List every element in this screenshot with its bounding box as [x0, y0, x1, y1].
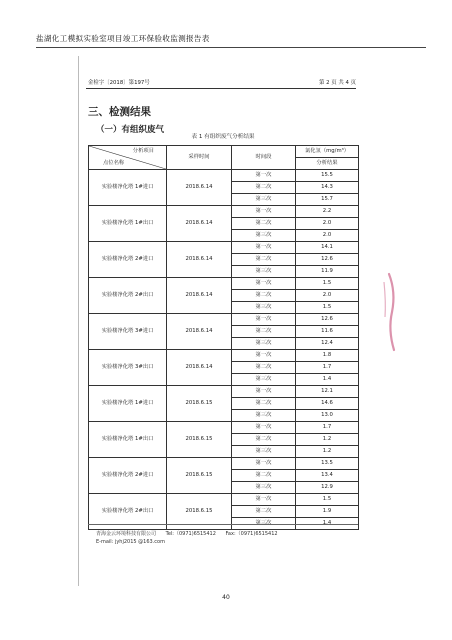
result-value-cell: 14.3	[296, 182, 359, 194]
period-header: 时间段	[232, 146, 296, 170]
period-cell: 第二次	[232, 326, 296, 338]
result-value-cell: 12.4	[296, 338, 359, 350]
result-value-cell: 1.7	[296, 362, 359, 374]
table-row	[89, 494, 359, 506]
table-row	[89, 422, 359, 434]
result-value-cell: 13.0	[296, 410, 359, 422]
parameter-header: 氯化氢（mg/m³）	[296, 146, 359, 158]
result-value-cell: 2.2	[296, 206, 359, 218]
period-cell: 第二次	[232, 506, 296, 518]
analysis-item-label: 分析项目	[132, 148, 154, 154]
sample-date-cell: 2018.6.14	[167, 206, 232, 242]
table-caption: 表 1 有组织废气分析结果	[191, 134, 255, 140]
point-name-cell: 实验楼净化塔 3#出口	[89, 350, 167, 386]
period-cell: 第三次	[232, 194, 296, 206]
period-cell: 第一次	[232, 242, 296, 254]
footer-rule	[88, 524, 358, 525]
sample-time-header: 采样时间	[167, 146, 232, 170]
footer-tel: Tel:（0971)6515412	[165, 531, 216, 537]
period-cell: 第二次	[232, 218, 296, 230]
report-number: 金检字〔2018〕第197号	[88, 80, 150, 86]
period-cell: 第一次	[232, 314, 296, 326]
sample-date-cell: 2018.6.15	[167, 494, 232, 530]
result-header: 分析结果	[296, 158, 359, 170]
result-value-cell: 1.4	[296, 374, 359, 386]
table-row	[89, 206, 359, 218]
result-value-cell: 2.0	[296, 218, 359, 230]
result-value-cell: 12.9	[296, 482, 359, 494]
point-name-label: 点位名称	[103, 159, 125, 166]
header-rule	[36, 47, 426, 48]
results-table	[88, 145, 359, 530]
period-cell: 第三次	[232, 410, 296, 422]
period-cell: 第三次	[232, 266, 296, 278]
sample-date-cell: 2018.6.14	[167, 242, 232, 278]
period-cell: 第二次	[232, 434, 296, 446]
point-name-cell: 实验楼净化塔 1#进口	[89, 170, 167, 206]
diagonal-header-cell	[89, 146, 167, 170]
point-name-cell: 实验楼净化塔 1#出口	[89, 206, 167, 242]
sample-date-cell: 2018.6.14	[167, 350, 232, 386]
period-cell: 第三次	[232, 518, 296, 530]
period-cell: 第一次	[232, 170, 296, 182]
result-value-cell: 15.7	[296, 194, 359, 206]
period-cell: 第二次	[232, 254, 296, 266]
footer-email: E-mail: jyhj2015 @163.com	[96, 539, 165, 545]
table-row	[89, 386, 359, 398]
result-value-cell: 12.6	[296, 314, 359, 326]
period-cell: 第三次	[232, 446, 296, 458]
document-header: 盐湖化工模拟实验室项目竣工环保验收监测报告表	[36, 34, 210, 43]
result-value-cell: 1.9	[296, 506, 359, 518]
diagonal-divider	[89, 146, 166, 169]
sample-date-cell: 2018.6.15	[167, 386, 232, 422]
period-cell: 第二次	[232, 362, 296, 374]
result-value-cell: 1.5	[296, 278, 359, 290]
result-value-cell: 13.4	[296, 470, 359, 482]
footer-contact-line	[96, 530, 286, 537]
result-value-cell: 14.1	[296, 242, 359, 254]
table-row	[89, 350, 359, 362]
period-cell: 第三次	[232, 302, 296, 314]
point-name-cell: 实验楼净化塔 1#出口	[89, 422, 167, 458]
result-value-cell: 15.5	[296, 170, 359, 182]
period-cell: 第三次	[232, 338, 296, 350]
seal-stamp	[380, 272, 398, 352]
report-reference-row	[88, 78, 356, 86]
sample-date-cell: 2018.6.15	[167, 458, 232, 494]
period-cell: 第一次	[232, 206, 296, 218]
table-row	[89, 278, 359, 290]
sub-section-title: （一）有组织废气	[96, 125, 165, 135]
result-value-cell: 13.5	[296, 458, 359, 470]
scan-edge-line	[78, 56, 79, 586]
result-value-cell: 1.4	[296, 518, 359, 530]
period-cell: 第一次	[232, 494, 296, 506]
result-value-cell: 14.6	[296, 398, 359, 410]
result-value-cell: 12.1	[296, 386, 359, 398]
table-row	[89, 170, 359, 182]
result-value-cell: 1.2	[296, 446, 359, 458]
result-value-cell: 2.0	[296, 230, 359, 242]
sample-date-cell: 2018.6.14	[167, 170, 232, 206]
period-cell: 第二次	[232, 470, 296, 482]
period-cell: 第一次	[232, 458, 296, 470]
result-value-cell: 2.0	[296, 290, 359, 302]
period-cell: 第一次	[232, 386, 296, 398]
page-number: 40	[222, 594, 230, 601]
point-name-cell: 实验楼净化塔 2#出口	[89, 494, 167, 530]
reference-rule	[86, 88, 356, 89]
result-value-cell: 12.6	[296, 254, 359, 266]
sample-date-cell: 2018.6.15	[167, 422, 232, 458]
period-cell: 第二次	[232, 290, 296, 302]
period-cell: 第三次	[232, 230, 296, 242]
footer-fax: Fax:（0971)6515412	[225, 531, 278, 537]
result-value-cell: 11.9	[296, 266, 359, 278]
result-value-cell: 1.5	[296, 494, 359, 506]
footer-company: 青海金云环境科技有限公司	[96, 531, 157, 537]
point-name-cell: 实验楼净化塔 2#出口	[89, 278, 167, 314]
period-cell: 第二次	[232, 182, 296, 194]
result-value-cell: 1.7	[296, 422, 359, 434]
point-name-cell: 实验楼净化塔 2#进口	[89, 458, 167, 494]
period-cell: 第一次	[232, 422, 296, 434]
period-cell: 第三次	[232, 374, 296, 386]
result-value-cell: 11.6	[296, 326, 359, 338]
table-row	[89, 242, 359, 254]
table-row	[89, 314, 359, 326]
point-name-cell: 实验楼净化塔 3#进口	[89, 314, 167, 350]
table-row	[89, 458, 359, 470]
period-cell: 第三次	[232, 482, 296, 494]
report-page-indicator: 第 2 页 共 4 页	[319, 80, 356, 86]
sample-date-cell: 2018.6.14	[167, 278, 232, 314]
period-cell: 第一次	[232, 278, 296, 290]
result-value-cell: 1.2	[296, 434, 359, 446]
point-name-cell: 实验楼净化塔 2#进口	[89, 242, 167, 278]
period-cell: 第二次	[232, 398, 296, 410]
point-name-cell: 实验楼净化塔 1#进口	[89, 386, 167, 422]
result-value-cell: 1.8	[296, 350, 359, 362]
table-body	[89, 170, 359, 530]
result-value-cell: 1.5	[296, 302, 359, 314]
period-cell: 第一次	[232, 350, 296, 362]
section-title: 三、检测结果	[88, 106, 151, 118]
sample-date-cell: 2018.6.14	[167, 314, 232, 350]
